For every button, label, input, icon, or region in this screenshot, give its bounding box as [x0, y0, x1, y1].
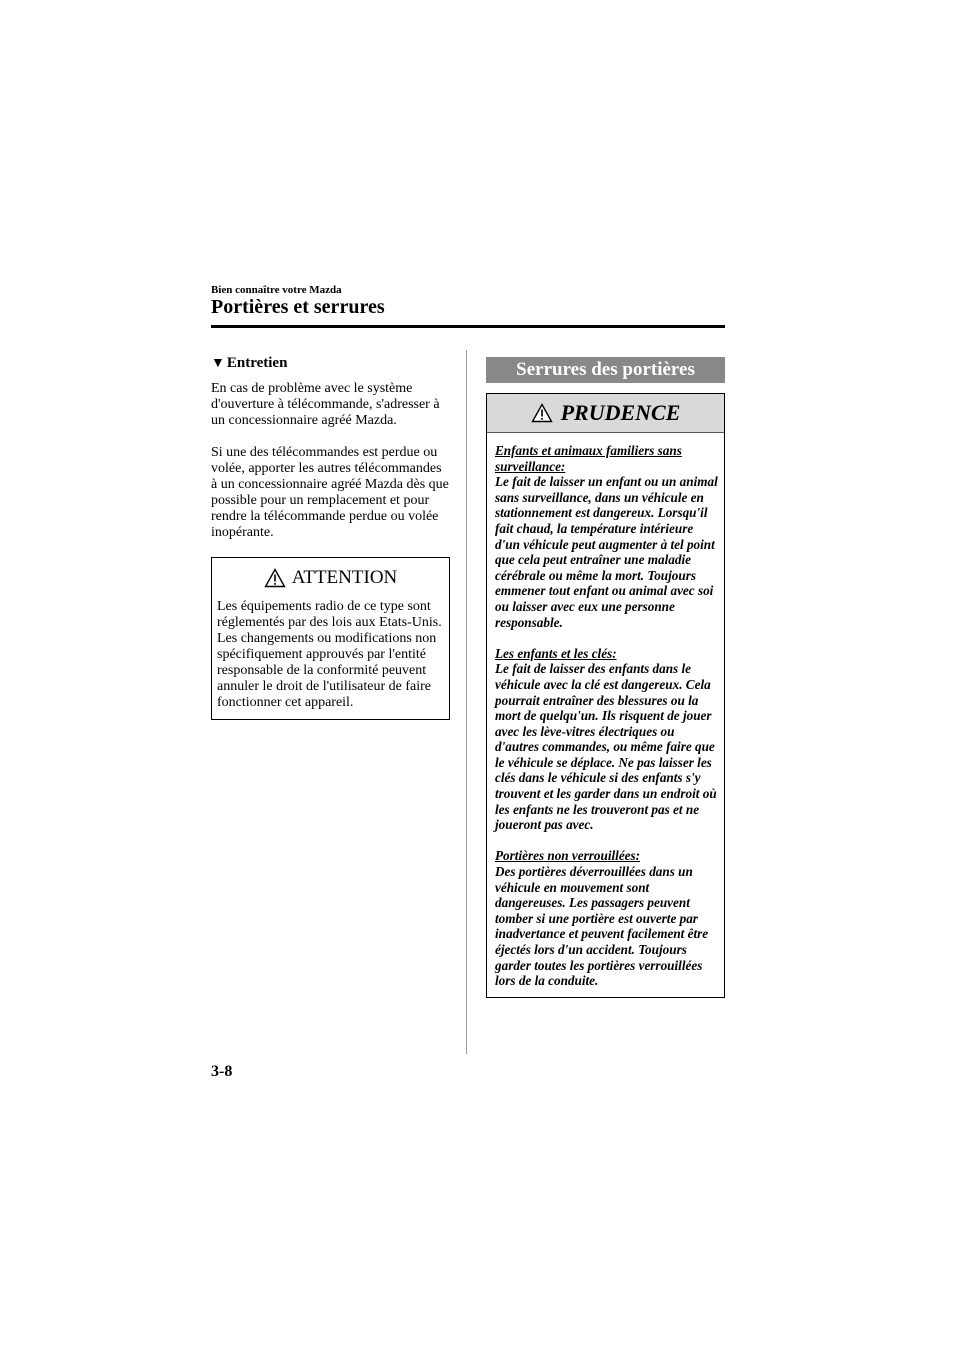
prudence-item-text: Des portières déverrouillées dans un véhicule en mouvement sont dangereuses. Les passagers peuvent tomber si une portière est ouverte par inadvertance et peuvent facilement être éjectés lors d'un accident. Toujours garder toutes les portières verrouillées lors de la conduite.: [495, 864, 709, 989]
subsection-heading: [211, 355, 449, 372]
prudence-item-subtitle: Portières non verrouillées:: [495, 848, 641, 864]
section-title: Serrures des portières: [486, 357, 725, 383]
page-title: Portières et serrures: [211, 296, 385, 318]
triangle-marker-icon: ▼: [211, 356, 225, 371]
left-column: [211, 355, 449, 720]
prudence-label: PRUDENCE: [560, 400, 681, 425]
warning-triangle-icon: [531, 403, 553, 423]
paragraph: Si une des télécommandes est perdue ou volée, apporter les autres télécommandes à un concessionnaire agréé Mazda dès que possible pour un remplacement et pour rendre la télécommande perdue ou volée inopérante.: [211, 445, 449, 540]
title-rule: [211, 325, 725, 328]
prudence-item: [495, 646, 720, 833]
paragraph: En cas de problème avec le système d'ouverture à télécommande, s'adresser à un concessionnaire agréé Mazda.: [211, 381, 440, 428]
page-number: 3-8: [211, 1063, 233, 1080]
prudence-box: [486, 393, 725, 998]
prudence-item-text: Le fait de laisser un enfant ou un animal sans surveillance, dans un véhicule en stationnement est dangereux. Lorsqu'il fait chaud, la température intérieure d'un véhicule peut augmenter à tel point que cela peut entraîner une maladie cérébrale ou même la mort. Toujours emmener tout enfant ou animal avec soi ou laisser avec eux une personne responsable.: [495, 474, 718, 630]
attention-box: [211, 557, 450, 720]
prudence-header: [487, 394, 724, 433]
prudence-item: [495, 443, 720, 630]
prudence-item-subtitle: Les enfants et les clés:: [495, 645, 617, 661]
prudence-body: [487, 433, 724, 997]
prudence-item-subtitle: Enfants et animaux familiers sans surveillance:: [495, 443, 682, 474]
chapter-label: Bien connaître votre Mazda: [211, 284, 342, 296]
column-divider: [466, 350, 467, 1054]
attention-label: ATTENTION: [291, 567, 398, 588]
attention-header: [212, 567, 449, 589]
warning-triangle-icon: [264, 568, 286, 588]
subsection-heading-text: Entretien: [226, 355, 288, 371]
prudence-item-text: Le fait de laisser des enfants dans le véhicule avec la clé est dangereux. Cela pourrait entraîner des blessures ou la mort de quelqu'un. Ils risquent de jouer avec les lève-vitres électriques ou d'autres commandes, ou même faire que le véhicule se déplace. Ne pas laisser les clés dans le véhicule si des enfants s'y trouvent et les garder dans un endroit où les enfants ne les trouveront pas et ne joueront pas avec.: [495, 661, 717, 833]
right-column: [486, 357, 725, 998]
prudence-item: [495, 848, 720, 988]
attention-text: Les équipements radio de ce type sont réglementés par des lois aux Etats-Unis. Les changements ou modifications non spécifiquement approuvés par l'entité responsable de la conformité peuvent annuler le droit de l'utilisateur de faire fonctionner cet appareil.: [217, 599, 442, 710]
